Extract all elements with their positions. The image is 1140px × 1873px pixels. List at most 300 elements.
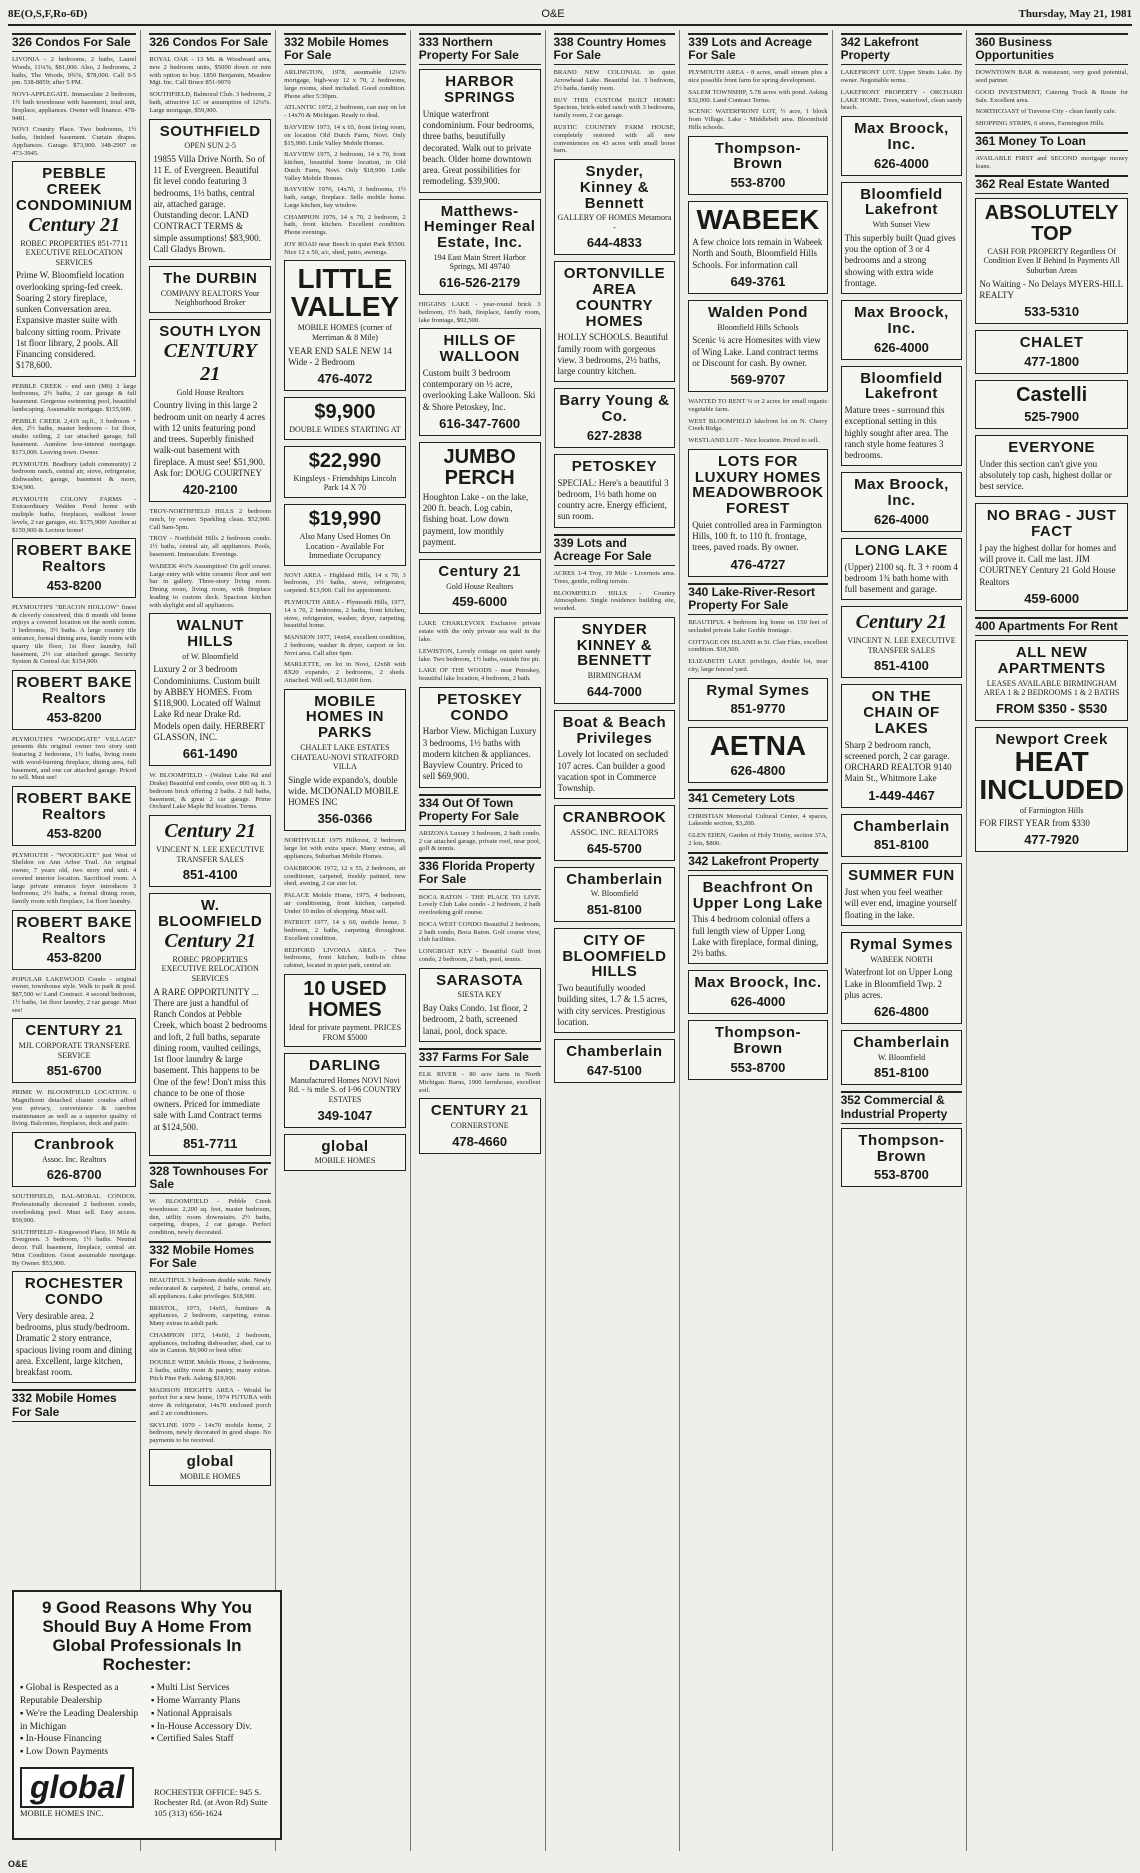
column-7	[837, 30, 968, 1851]
classified-ad: RUSTIC COUNTRY FARM HOUSE, completely restored with all new conveniences on 43 acres with small horse barn.	[553, 123, 676, 155]
display-ad	[975, 503, 1128, 611]
ad-title: ORTONVILLE AREA COUNTRY HOMES	[563, 265, 666, 330]
display-ad	[12, 670, 136, 730]
column-1	[8, 30, 141, 1851]
classified-ad: PLYMOUTH'S "BEACON HOLLOW" finest & cleverly conceived, this 8 month old home enjoys a covered location on the north comm. 3 bedrooms, 3½ baths. A large country tile entrance, formal dining area, family room with quarry tile floor, 1st floor laundry, full basement, 2½ car attached garage. Security System & Central Air. $154,900.	[12, 603, 137, 666]
classified-ad: BAYVIEW 1976, 14x70, 3 bedrooms, 1½ bath, range, fireplace. Sells mobile home. Large kitchen, bay window.	[284, 186, 406, 209]
ad-title: Max Broock, Inc.	[694, 974, 822, 992]
ad-logo-text: Century 21	[164, 820, 257, 843]
ad-big-text: ABSOLUTELY TOP	[984, 201, 1119, 245]
classified-ad: SALEM TOWNSHIP, 5.78 acres with pond. Asking $32,000. Land Contract Terms.	[688, 88, 828, 104]
ad-title: HILLS OF WALLOON	[439, 332, 520, 366]
ad-title: Rymal Symes	[849, 935, 953, 953]
classified-ad: BOCA WEST CONDO Beautiful 2 bedroom, 2 bath condo, Boca Raton. Golf course view, club facilities.	[418, 920, 541, 944]
ad-title: DARLING	[309, 1057, 381, 1075]
ad-phone: 459-6000	[1024, 590, 1080, 606]
display-ad	[841, 300, 963, 360]
display-ad	[419, 1098, 541, 1153]
classified-ad: LAKEFRONT PROPERTY - ORCHARD LAKE HOME. Trees, waterfowl, clean sandy beach.	[840, 88, 963, 112]
category-heading: 341 Cemetery Lots	[688, 789, 827, 808]
category-heading: 362 Real Estate Wanted	[975, 175, 1128, 194]
ad-subtitle: LEASES AVAILABLE BIRMINGHAM AREA 1 & 2 BEDROOMS 1 & 2 BATHS	[983, 678, 1120, 698]
display-ad	[688, 1020, 827, 1080]
classified-ad: CHAMPION 1976, 14 x 70, 2 bedroom, 2 bath, front kitchen. Excellent condition. Phone evenings.	[284, 213, 406, 237]
display-ad	[841, 863, 963, 926]
classified-ad: ACRES 1-4 Troy, 19 Mile - Livernois area. Trees, gentle, rolling terrain.	[553, 570, 676, 585]
column-6	[684, 30, 832, 1851]
classified-ad: LEWISTON, Lovely cottage on quiet sandy lake. Two bedroom, 1½ baths, outside fire pit.	[418, 647, 541, 663]
ad-title: W. BLOOMFIELD	[158, 897, 263, 930]
page-footer: O&E	[8, 1859, 28, 1869]
classified-ad: WANTED TO RENT ¼ or 2 acres for small organic vegetable farm.	[688, 398, 828, 413]
classified-ad: LIVONIA - 2 bedrooms, 2 baths, Laurel Woods, 11¼%, $81,000. Also, 2 bedrooms, 2 baths, The Woods, 9¾%, $78,000. Call 9-5 pm. 538-8859; after 5 PM.	[12, 56, 137, 87]
category-heading: 352 Commercial & Industrial Property	[841, 1091, 963, 1123]
ad-phone: 476-4072	[317, 371, 373, 387]
ad-title: MOBILE HOMES IN PARKS	[305, 692, 385, 742]
reasons-list-a	[20, 1682, 143, 1759]
reason-item: ▪ Multi List Services	[151, 1682, 274, 1695]
classified-ad: HIGGINS LAKE - year-round brick 3 bedroom, 1½ bath, fireplace, family room, lake frontage, $92,500.	[418, 301, 541, 324]
ad-phone: 533-5310	[1024, 304, 1080, 320]
ad-phone: 626-4800	[730, 763, 786, 779]
ad-subtitle: With Sunset View	[872, 220, 931, 230]
ad-body: Prime W. Bloomfield location overlooking spring-fed creek. Soaring 2 story fireplace, sunken Conversation area. Expansive master suite with balcony sitting room. Private 1st floor library, 2 pools. All Financing considered. $178,600.	[16, 270, 124, 371]
classified-ad: ELK RIVER - 80 acre farm in North Michigan. Barns, 1900 farmhouse, excellent soil.	[418, 1071, 541, 1094]
column-8	[971, 30, 1132, 1851]
classified-ad: ATLANTIC 1972, 2 bedroom, can stay on lot - 14x70 & Michigan. Ready to deal.	[284, 104, 406, 120]
ad-body: Two beautifully wooded building sites, 1.7 & 1.5 acres, with city services. Prestigious location.	[557, 983, 668, 1027]
ad-phone: 626-8700	[46, 1167, 102, 1183]
ad-phone: 1-449-4467	[868, 787, 935, 803]
ad-subtitle: MOBILE HOMES (corner of Merriman & 8 Mile)	[297, 323, 393, 343]
classified-ad: DOUBLE WIDE Mobile Home, 2 bedrooms, 2 baths, utility room & pantry, many extras. Pitch Pine Park. Asking $19,900.	[149, 1359, 272, 1382]
ad-subtitle: of Farmington Hills	[1019, 805, 1084, 815]
ad-subtitle: Ideal for private payment. PRICES FROM $5000	[288, 1022, 402, 1042]
reason-item: ▪ National Appraisals	[151, 1708, 274, 1721]
ad-body: FOR FIRST YEAR from $330	[979, 818, 1090, 829]
category-heading: 332 Mobile Homes For Sale	[284, 33, 406, 65]
ad-subtitle: MOBILE HOMES	[179, 1471, 241, 1481]
reason-item: ▪ In-House Financing	[20, 1733, 143, 1746]
ad-body: Just when you feel weather will ever end, imagine yourself floating in the lake.	[844, 887, 957, 920]
ad-phone: 553-8700	[730, 175, 786, 191]
ad-title: ROBERT BAKE Realtors	[16, 914, 132, 947]
ad-title: Walden Pond	[707, 303, 808, 321]
display-ad	[12, 910, 136, 970]
classified-ad: OAKBROOK 1972, 12 x 55, 2 bedroom, air conditioner, carpeted, freshly painted, new shed, awning, 2 car size lot.	[284, 864, 406, 888]
classified-ad: PLYMOUTH AREA - 8 acres, small stream plus a nice possible front farm for spring development.	[688, 69, 828, 85]
ad-title: Rymal Symes	[706, 681, 810, 699]
ad-body: YEAR END SALE NEW 14 Wide - 2 Bedroom	[288, 345, 392, 367]
display-ad	[841, 1030, 963, 1085]
ad-title: PETOSKEY	[571, 457, 658, 475]
category-heading: 360 Business Opportunities	[975, 33, 1128, 65]
display-ad	[149, 613, 271, 766]
ad-title: ALL NEW APARTMENTS	[997, 644, 1106, 677]
classified-ad: POPULAR LAKEWOOD Condo - original owner, townhouse style. Walk to park & pool. $87,500 w/ Land Contract. 4 second bedroom, 1½ baths, 1st floor laundry, 2 car garage. Must see!	[12, 975, 137, 1014]
classified-ad: AVAILABLE FIRST and SECOND mortgage money loans.	[975, 155, 1128, 170]
ad-phone: 851-4100	[873, 658, 929, 674]
display-ad	[284, 446, 406, 498]
ad-phone: 626-4000	[873, 511, 929, 527]
ad-phone: 569-9707	[730, 372, 786, 388]
ad-title: ROBERT BAKE Realtors	[16, 674, 132, 707]
ad-title: Chamberlain	[853, 1034, 950, 1052]
ad-title: Thompson-Brown	[714, 1024, 801, 1057]
classified-ad: ARLINGTON, 1978, assumable 12¼% mortgage, high-way 12 x 70, 2 bedrooms, large rooms, shed included. Good condition. Phone after 5:30pm.	[284, 69, 406, 100]
display-ad	[554, 617, 676, 704]
ad-title: LONG LAKE	[855, 541, 948, 559]
display-ad	[554, 710, 676, 800]
ad-subtitle: VINCENT N. LEE EXECUTIVE TRANSFER SALES	[156, 845, 265, 864]
classified-ad: BOCA RATON - THE PLACE TO LIVE. Lovely Club Lake condo - 2 bedroom, 2 bath overlooking golf course.	[418, 893, 541, 917]
category-heading: 337 Farms For Sale	[419, 1048, 541, 1067]
category-heading: 332 Mobile Homes For Sale	[149, 1241, 271, 1273]
ad-subtitle: CHALET LAKE ESTATES CHATEAU-NOVI STRATFORD VILLA	[291, 742, 399, 772]
display-ad	[841, 182, 963, 294]
ad-subtitle: VINCENT N. LEE EXECUTIVE TRANSFER SALES	[847, 636, 956, 655]
ad-title: SNYDER KINNEY & BENNETT	[576, 620, 653, 670]
header-rule	[8, 24, 1132, 26]
display-ad	[284, 397, 406, 440]
ad-body: Custom built 3 bedroom contemporary on ½ acre, overlooking Lake Walloon. Ski & Shore Petoskey, Inc.	[422, 367, 536, 412]
classified-ad: BAYVIEW 1975, 2 bedroom, 14 x 70, front kitchen, beautiful home location, in Old Dutch Farm, Novi. Only $18,990. Little Valley Mobile Homes.	[284, 151, 406, 182]
ad-body: Mature trees - surround this exceptional setting in this highly sought after area. The ranch style home features 3 bedrooms.	[844, 405, 949, 461]
ad-lists	[20, 1682, 274, 1759]
ad-subtitle: ROBEC PROPERTIES EXECUTIVE RELOCATION SERVICES	[161, 954, 259, 983]
classified-ad: SKYLINE 1970 - 14x70 mobile home, 2 bedroom, newly decorated in good shape. No payments to be received.	[149, 1421, 272, 1445]
classified-ad: SCENIC WATERFRONT LOT, ½ acre, 1 block from Village. Lake - Middlebelt area. Bloomfield Hills schools.	[688, 108, 828, 131]
display-ad	[419, 559, 541, 614]
ad-title: ON THE CHAIN OF LAKES	[863, 688, 940, 737]
global-address: ROCHESTER OFFICE: 945 S. Rochester Rd. (at Avon Rd) Suite 105 (313) 656-1624	[154, 1786, 268, 1818]
ad-title: global	[321, 1137, 369, 1155]
ad-subtitle: MJL CORPORATE TRANSFERE SERVICE	[18, 1041, 130, 1060]
classified-ad: NOVI-APPLEGATE. Immaculate 2 bedroom, 1½ bath townhouse with basement, total unit, fireplace, appliances. Owner will finance. 478-9481.	[12, 91, 137, 122]
ad-huge-text: WABEEK	[696, 204, 820, 236]
display-ad	[688, 970, 827, 1014]
ad-phone: 525-7900	[1024, 408, 1080, 424]
classified-ad: PLYMOUTH COLONY FARMS - Extraordinary Walden Pond home with multiple baths, fireplaces, walkout lower levels, 2 car garages, etc. $175,900! Another at $159,900 & Lecteur home!	[12, 495, 137, 534]
classified-ad: W. BLOOMFIELD - Pebble Creek townhouse. 2,200 sq. feet, master bedroom, den, utility room downstairs. 2½ baths, carpeting, drapes, 2 car garage. Perfect condition, newly decorated.	[149, 1198, 272, 1237]
ad-phone: 851-7711	[183, 1135, 238, 1151]
display-ad	[688, 136, 827, 196]
classified-ad: MARLETTE, on lot in Novi, 12x68 with 8X20 expando, 2 bedrooms, 2 sheds. Attached. Will sell, $13,000 firm.	[284, 661, 406, 684]
ad-title: SOUTHFIELD	[159, 122, 261, 140]
ad-huge-text: HEAT INCLUDED	[979, 745, 1124, 805]
display-ad	[841, 366, 963, 467]
reason-item: ▪ Home Warranty Plans	[151, 1695, 274, 1708]
display-ad	[554, 388, 676, 448]
ad-title: ROCHESTER CONDO	[24, 1275, 124, 1309]
classified-ad: ROYAL OAK - 13 Mi. & Woodward area, new 2 bedroom units, $5000 down or rent with option to buy. 1850 Benjamin, Meadow Mgt. Inc. Call Bruce 851-9070	[149, 56, 272, 87]
ad-phone: FROM $350 - $530	[996, 700, 1108, 716]
ad-big-text: Castelli	[1016, 383, 1088, 406]
classified-ad: BRISTOL, 1973, 14x65, furniture & appliances, 2 bedroom, carpeting, extras. Many extras in adult park.	[149, 1304, 272, 1328]
display-ad	[975, 727, 1128, 853]
display-ad	[12, 786, 136, 846]
ad-subtitle: BIRMINGHAM	[587, 671, 642, 681]
classified-ad: PALACE Mobile Home, 1975, 4 bedroom, air conditioning, front kitchen, carpeted. Under 10 miles of shopping. Must sell.	[284, 892, 406, 915]
classified-ad: CHAMPION 1972, 14x60, 2 bedroom, appliances, including dishwasher, shed, car to site in Canton. $9,900 or best offer.	[149, 1331, 272, 1355]
display-ad	[554, 261, 676, 382]
classified-ad: W. BLOOMFIELD - (Walnut Lake Rd and Drake) Beautiful end condo, over 800 sq. ft. 3 bedroom brick offering 2 baths. 2 full baths, basement, & great 2 car garage. Prime Orchard Lake Maple Rd location. Terms.	[149, 772, 272, 811]
display-ad	[419, 199, 541, 295]
classified-ad: MADISON HEIGHTS AREA - Would be perfect for a new home, 1974 FUTURA with stove & refrigerator, 14x70 enclosed porch and 2 air conditioners.	[149, 1386, 272, 1417]
column-2	[145, 30, 276, 1851]
category-heading: 334 Out Of Town Property For Sale	[419, 794, 541, 826]
ad-phone: 453-8200	[46, 709, 102, 725]
ad-body: SPECIAL: Here's a beautiful 3 bedroom, 1½ bath home on country acre. Energy efficient, sun room.	[557, 477, 669, 522]
category-heading: 332 Mobile Homes For Sale	[12, 1389, 136, 1421]
classified-ad: JOY ROAD near Beech in quiet Park $5500. Nice 12 x 50, a/c, shed, patio, awnings.	[284, 240, 406, 256]
ad-title: Newport Creek	[995, 730, 1108, 748]
ad-subtitle: W. Bloomfield	[877, 1052, 926, 1062]
ad-title: HARBOR SPRINGS	[444, 73, 516, 107]
display-ad	[554, 867, 676, 922]
ad-phone: 349-1047	[317, 1107, 373, 1123]
ad-title: NO BRAG - JUST FACT	[986, 507, 1117, 541]
classified-ad: TROY-NORTHFIELD HILLS 2 bedroom ranch, by owner. Sparkling clean. $52,900. Call 9am-5pm.	[149, 508, 272, 531]
classified-ad: PEBBLE CREEK 2,419 sq.ft., 3 bedroom + den, 2½ baths, master bedroom - 1st floor, studio ceiling, 2 car attached garage, full basement. Aumlow low-interest mortgage. $173,000. Leaving town. Owner.	[12, 417, 137, 456]
ad-body: A RARE OPPORTUNITY ... There are just a handful of Ranch Condos at Pebble Creek, which boast 2 bedrooms and loft, 2 full baths, separate dining room, vaulted ceilings, 1st floor laundry & large basement. This happens to be One of the few! Don't miss this chance to be one of those owners. Priced for immediate sale with Land Contract terms at $124,500.	[153, 986, 268, 1132]
ad-big-text: $19,990	[308, 507, 382, 530]
ad-title: Chamberlain	[853, 817, 950, 835]
category-heading: 326 Condos For Sale	[149, 33, 271, 52]
category-heading: 339 Lots and Acreage For Sale	[554, 534, 676, 566]
ad-phone: 477-7920	[1024, 832, 1080, 848]
ad-phone: 356-0366	[317, 811, 373, 827]
classified-ad: BAYVIEW 1973, 14 x 65, front living room, on location Old Dutch Farm, Novi. Only $15,990. Little Valley Mobile Homes.	[284, 123, 406, 147]
classified-ad: MANSION 1977, 14x64, excellent condition, 2 bedroom, washer & dryer, carport or lot. Novi area. Call after 6pm.	[284, 634, 406, 657]
ad-title: global	[186, 1452, 234, 1470]
display-ad	[419, 328, 541, 436]
display-ad	[419, 968, 541, 1042]
ad-huge-text: LITTLE VALLEY	[290, 263, 400, 323]
ad-title: PETOSKEY CONDO	[436, 690, 523, 724]
category-heading: 340 Lake-River-Resort Property For Sale	[688, 583, 827, 615]
display-ad	[841, 472, 963, 532]
display-ad	[12, 1271, 136, 1383]
classified-ad: NOVI Country Place. Two bedrooms, 1½ baths, finished basement. Curtain drapes. Appliances. Garage. $73,900. 348-2997 or 473-3945.	[12, 126, 137, 157]
display-ad	[975, 380, 1128, 429]
display-ad	[12, 538, 136, 598]
ad-phone: 616-526-2179	[439, 275, 521, 291]
ad-subtitle: SIESTA KEY	[457, 990, 502, 1000]
ad-body: Scenic ¼ acre Homesites with view of Wing Lake. Land contract terms or Discount for cash. By owner.	[692, 335, 821, 368]
display-ad	[841, 116, 963, 176]
display-ad	[284, 260, 406, 391]
ad-title: CENTURY 21	[430, 1102, 529, 1120]
reason-item: ▪ In-House Accessory Div.	[151, 1721, 274, 1734]
classified-ad: REDFORD LIVONIA AREA - Two bedrooms, front kitchen, built-in china cabinet, located in quiet park, central air.	[284, 946, 406, 970]
ad-phone: 644-7000	[586, 683, 642, 699]
ad-phone: 647-5100	[586, 1062, 642, 1078]
classified-ad: COTTAGE ON ISLAND in St. Clair Flats, excellent condition. $18,500.	[688, 638, 828, 654]
classified-ad: BEAUTIFUL 4 bedroom log home on 150 feet of secluded private Lake Gerhle frontage.	[688, 619, 828, 634]
ad-title: CITY OF BLOOMFIELD HILLS	[562, 931, 667, 981]
ad-subtitle: Also Many Used Homes On Location - Available For Immediate Occupancy	[299, 531, 391, 561]
ad-body: Harbor View. Michigan Luxury 3 bedrooms, 1½ baths with modern kitchen & appliances. Bayview Country. Priced to sell $69,900.	[422, 726, 537, 782]
ad-title: Cranbrook	[33, 1136, 115, 1154]
ad-big-text: JUMBO PERCH	[443, 445, 516, 489]
classified-ad: PLYMOUTH AREA - Plymouth Hills, 1977, 14 x 70, 2 bedrooms, 2 baths, front kitchen, stove, refrigerator, washer, dryer, carpeting, beautiful home.	[284, 599, 406, 630]
ad-phone: 553-8700	[873, 1167, 929, 1183]
display-ad	[975, 330, 1128, 374]
ad-title: SOUTH LYON	[159, 323, 262, 341]
display-ad	[554, 454, 676, 528]
ad-title: Chamberlain	[566, 870, 663, 888]
ad-headline: 9 Good Reasons Why You Should Buy A Home From Global Professionals In Rochester:	[41, 1598, 252, 1675]
ad-title: Matthews-Heminger Real Estate, Inc.	[423, 202, 536, 252]
ad-title: Century 21	[438, 563, 521, 581]
display-ad	[419, 687, 541, 788]
display-ad	[554, 928, 676, 1033]
ad-title: ROBERT BAKE Realtors	[16, 790, 132, 823]
classified-ad: TROY - Northfield Hills 2 bedroom condo. 1½ baths, central air, all appliances. Pools, basement. Immaculate. Evenings.	[149, 535, 272, 558]
category-heading: 361 Money To Loan	[975, 132, 1128, 151]
ad-title: Boat & Beach Privileges	[562, 713, 667, 747]
column-4	[415, 30, 546, 1851]
ad-big-text: $22,990	[308, 449, 382, 472]
display-ad	[419, 442, 541, 553]
classified-ad: NOVI AREA - Highland Hills, 14 x 70, 3 bedroom, 1½ baths, stove, refrigerator, carpeted. $13,900. Call for appointment.	[284, 571, 406, 595]
ad-logo-text: Century 21	[28, 213, 120, 236]
display-ad	[149, 1449, 271, 1486]
ad-body: (Upper) 2100 sq. ft. 3 + room 4 bedroom 1¾ bath home with full basement and garage.	[844, 561, 958, 595]
ad-title: SARASOTA	[436, 971, 524, 989]
display-ad	[149, 893, 271, 1156]
ad-title: Barry Young & Co.	[559, 392, 670, 426]
ad-phone: 851-8100	[873, 1065, 929, 1081]
ad-subtitle: WABEEK NORTH	[870, 954, 933, 964]
classified-ad: LAKEFRONT LOT. Upper Straits Lake. By owner. Negotiable terms.	[840, 69, 963, 85]
ad-phone: 626-4800	[873, 1004, 929, 1020]
display-ad	[841, 932, 963, 1024]
display-ad	[284, 974, 406, 1047]
classified-ad: PLYMOUTH - "WOODGATE" just West of Sheldon on Ann Arbor Trail. An original owner, 7 years old, two story end unit. 4 coveted interior location. Sacrificed room. A large private entrance foyer introduces 3 bedrooms, 2½ baths, a formal dining room, family room with fireplace, 1st floor laundry.	[12, 851, 137, 906]
ad-phone: 851-6700	[46, 1063, 102, 1079]
column-5	[550, 30, 681, 1851]
ad-body: No Waiting - No Delays MYERS-HILL REALTY	[979, 278, 1123, 300]
page-publication: O&E	[541, 8, 565, 20]
ad-title: Bloomfield Lakefront	[860, 185, 943, 219]
display-ad	[284, 504, 406, 566]
ad-body: A few choice lots remain in Wabeek North and South, Bloomfield Hills Schools. For information call	[692, 237, 823, 270]
ad-body: Luxury 2 or 3 bedroom Condominiums. Custom built by ABBEY HOMES. From $118,900. Located off Walnut Lake Rd near Drake Rd. Models open daily. HERBERT GLASSON, INC.	[153, 664, 265, 742]
ad-phone: 661-1490	[182, 746, 238, 762]
display-ad	[284, 1053, 406, 1128]
display-ad	[284, 1134, 406, 1171]
ad-subtitle: CASH FOR PROPERTY Regardless Of Condition Even If Behind In Payments All Suburban Areas	[983, 246, 1120, 276]
ad-subtitle: ROBEC PROPERTIES 851-7711 EXECUTIVE RELOCATION SERVICES	[20, 238, 128, 267]
classified-ad: PATRIOT 1977, 14 x 60, mobile home, 3 bedroom, 2 baths, carpeting throughout. Excellent condition.	[284, 919, 406, 942]
display-ad	[688, 727, 827, 783]
ad-huge-text: AETNA	[709, 730, 807, 762]
display-ad	[688, 300, 827, 392]
ad-subtitle: OPEN SUN 2-5	[184, 141, 236, 151]
ad-subtitle: Assoc. Inc. Realtors	[41, 1154, 107, 1164]
ad-title: Thompson-Brown	[714, 139, 801, 173]
display-ad	[975, 640, 1128, 721]
classified-ad: BEAUTIFUL 3 bedroom double wide. Newly redecorated & carpeted, 2 baths, central air, all appliances. Lake privileges. $18,900.	[149, 1277, 272, 1300]
classified-ad: LAKE OF THE WOODS - near Petoskey, beautiful lake location, 4 bedroom, 2 bath.	[418, 667, 541, 683]
ad-title: CHALET	[1019, 334, 1084, 352]
classified-ad: GOOD INVESTMENT, Catering Truck & Route for Sale. Excellent area.	[975, 88, 1128, 104]
display-ad	[688, 201, 827, 294]
display-ad	[841, 538, 963, 601]
ad-phone: 626-4000	[873, 339, 929, 355]
ad-subtitle: Kingsleys - Friendships Lincoln Park 14 X 70	[293, 473, 397, 493]
classified-ad: SOUTHFIELD, BAL-MORAL CONDOS. Professionally decorated 2 bedroom condo, overlooking pool. Must sell. Easy access. $59,900.	[12, 1193, 137, 1224]
ad-body: Unique waterfront condominium. Four bedrooms, three baths, beautifully decorated. Walk out to private beach. Older home downtown area. Great possibilities for remodeling. $39,900.	[422, 108, 535, 187]
ad-phone: 459-6000	[452, 594, 508, 610]
classified-ad: WABEEK 4¼% Assumption! On golf course. Large entry with white ceramic floor and wet bar in gallery. Three-story living room. Dining room, living room, with fireplace leading to custom deck. Spacious kitchen with skylight and all appliances.	[149, 562, 272, 609]
global-mobile-homes-ad	[12, 1590, 282, 1840]
display-ad	[688, 449, 827, 577]
display-ad	[554, 159, 676, 255]
page-edition: 8E(O,S,F,Ro-6D)	[8, 8, 88, 20]
ad-phone: 453-8200	[46, 949, 102, 965]
ad-phone: 453-8200	[46, 825, 102, 841]
ad-phone: 626-4000	[873, 155, 929, 171]
ad-big-text: 10 USED HOMES	[303, 977, 387, 1021]
ad-phone: 851-4100	[182, 867, 238, 883]
display-ad	[149, 119, 271, 261]
ad-body: Single wide expando's, double wide. MCDONALD MOBILE HOMES INC	[288, 774, 399, 808]
classified-ad: PLYMOUTH'S "WOODGATE" VILLAGE" presents this original owner two story unit featuring 2 bedrooms, 1½ baths, living room with wood-burning fireplace, dining area, full basement, and one car attached garage. Priced to sell. Must see!	[12, 735, 137, 782]
reason-item: ▪ We're the Leading Dealership in Michigan	[20, 1708, 143, 1734]
ad-title: CRANBROOK	[562, 809, 667, 827]
ad-subtitle: MOBILE HOMES	[314, 1156, 376, 1166]
display-ad	[841, 606, 963, 678]
ad-body: I pay the highest dollar for homes and will prove it. Call me last. JIM COURTNEY Century 21 Gold House Realtors	[979, 542, 1117, 587]
ad-phone: 851-8100	[586, 901, 642, 917]
ad-body: This superbly built Quad gives you the option of 3 or 4 bedrooms and a strong showing with extra wide frontage.	[844, 232, 956, 288]
global-logo: global	[20, 1767, 134, 1808]
category-heading: 336 Florida Property For Sale	[419, 857, 541, 889]
display-ad	[841, 814, 963, 858]
classified-ad: SOUTHFIELD, Balmoral Club. 3 bedroom, 2 bath, attractive LC or assumption of 12¼%. Large mortgage, $59,900.	[149, 91, 272, 114]
ad-subtitle: ASSOC. INC. REALTORS	[570, 828, 659, 838]
ad-title: Chamberlain	[566, 1043, 663, 1061]
classified-ad: PLYMOUTH. Bradbury (adult community) 2 bedroom ranch, central air, stove, refrigerator, dishwasher, garage, basement & more, $34,900.	[12, 460, 137, 491]
display-ad	[149, 266, 271, 313]
ad-subtitle: CORNERSTONE	[450, 1121, 509, 1131]
ad-title: Thompson-Brown	[858, 1131, 945, 1165]
ad-big-text: $9,900	[314, 401, 376, 424]
display-ad	[149, 815, 271, 887]
classified-ad: ARIZONA Luxury 3 bedroom, 2 bath condo. 2 car attached garage, private roof, near pool, golf & tennis.	[418, 829, 541, 853]
classified-ad: BLOOMFIELD HILLS - Country Atmosphere. Single residence building site, wooded.	[553, 589, 676, 613]
display-ad	[554, 805, 676, 860]
ad-subtitle: Manufactured Homes NOVI Novi Rd. - ¾ mile S. of I-96 COUNTRY ESTATES	[288, 1075, 402, 1105]
ad-phone: 553-8700	[730, 1059, 786, 1075]
ad-subtitle: Gold House Realtors	[176, 387, 244, 397]
classified-ad: SHOPPING STRIPS, 6 stores, Farmington Hills.	[975, 120, 1105, 128]
ad-phone: 476-4727	[730, 556, 786, 572]
category-heading: 326 Condos For Sale	[12, 33, 136, 52]
display-ad	[841, 1128, 963, 1188]
ad-body: HOLLY SCHOOLS. Beautiful family room with gorgeous view. 3 bedrooms, 2½ baths, large country kitchen.	[557, 332, 669, 377]
classified-ad: SOUTHFIELD - Kingswood Place, 10 Mile & Evergreen. 3 bedroom, 1½ baths. Neutral decor. Full basement, fireplace, central air. Mint Condition. Great assumable mortgage. By Owner. $53,900.	[12, 1228, 137, 1267]
classified-grid	[8, 30, 1132, 1851]
category-heading: 333 Northern Property For Sale	[419, 33, 541, 65]
classified-ad: NORTHCOAST of Traverse City - clean family cafe.	[975, 108, 1117, 116]
ad-title: SUMMER FUN	[848, 867, 955, 885]
page-header	[8, 6, 1132, 22]
ad-body: Under this section can't give you absolutely top cash, highest dollar or best service.	[979, 458, 1112, 492]
